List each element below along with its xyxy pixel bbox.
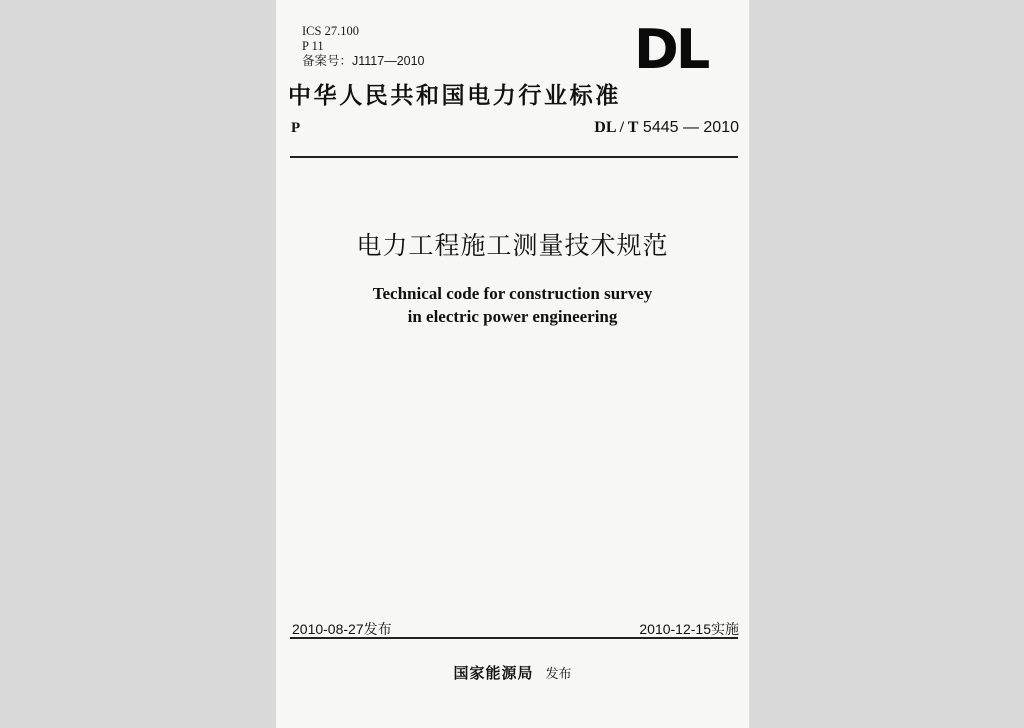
code-number: 5445 — 2010: [642, 119, 739, 136]
title-english-line2: in electric power engineering: [407, 307, 618, 326]
standard-code: [594, 119, 739, 137]
document-cover: [276, 0, 749, 728]
issued-date: 2010-08-27发布: [292, 621, 392, 637]
dl-logo: DL: [634, 18, 708, 81]
publisher-action: 发布: [545, 667, 572, 682]
class-letter: P: [291, 120, 301, 136]
title-english-line1: Technical code for construction survey: [372, 284, 653, 303]
title-english: [276, 282, 749, 328]
title-chinese: 电力工程施工测量技术规范: [356, 231, 669, 260]
ics-code: ICS 27.100: [302, 24, 359, 38]
bottom-divider: [290, 637, 738, 639]
top-divider: [290, 156, 738, 158]
header-meta: [302, 24, 425, 69]
publisher-org: 国家能源局: [453, 664, 534, 682]
record-number: 备案号：J1117—2010: [302, 54, 425, 68]
effective-date: 2010-12-15实施: [639, 621, 739, 637]
publisher: [276, 662, 749, 683]
standard-category-name: 中华人民共和国电力行业标准: [288, 82, 621, 109]
class-code: P 11: [302, 39, 324, 53]
code-prefix: DL / T: [594, 119, 639, 136]
